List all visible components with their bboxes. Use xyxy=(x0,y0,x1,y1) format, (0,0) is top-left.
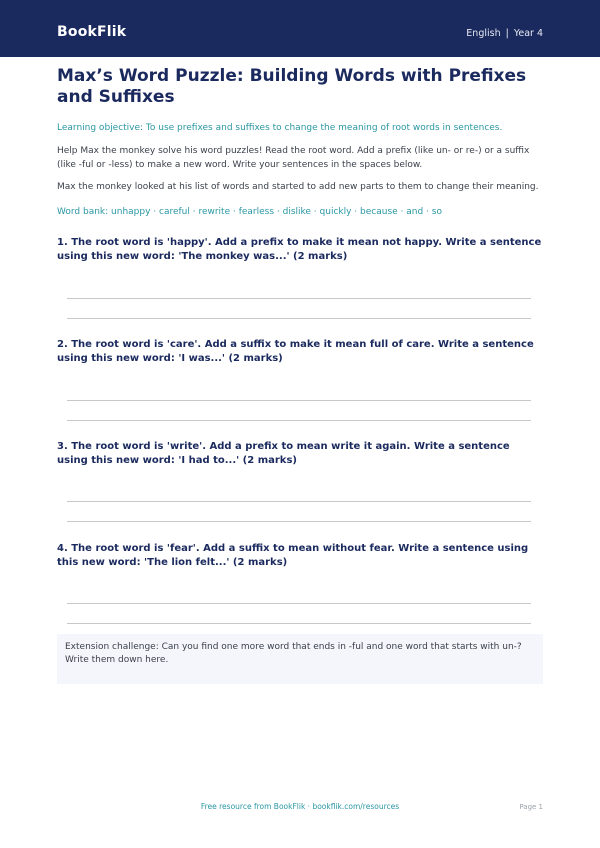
answer-line-3a[interactable] xyxy=(67,501,531,502)
extension-challenge-box xyxy=(57,634,543,684)
meta-separator: | xyxy=(505,28,509,39)
question-4: 4. The root word is 'fear'. Add a suffix to mean without fear. Write a sentence using this new word: 'The lion felt...' (2 marks) xyxy=(57,543,529,568)
instructions-text: Help Max the monkey solve his word puzzles! Read the root word. Add a prefix (like un- or re-) or a suffix (like -ful or -less) to make a new word. Write your sentences in the spaces below. xyxy=(57,146,530,170)
header-meta xyxy=(466,28,543,39)
story-text: Max the monkey looked at his list of words and started to add new parts to them to change their meaning. xyxy=(57,182,539,192)
worksheet-title: Max’s Word Puzzle: Building Words with Prefixes and Suffixes xyxy=(57,66,527,107)
answer-line-2a[interactable] xyxy=(67,400,531,401)
question-3: 3. The root word is 'write'. Add a prefix to mean write it again. Write a sentence using this new word: 'I had to...' (2 marks) xyxy=(57,441,510,466)
answer-line-3b[interactable] xyxy=(67,521,531,522)
word-bank: Word bank: unhappy · careful · rewrite · fearless · dislike · quickly · because · and · so xyxy=(57,207,442,217)
question-1: 1. The root word is 'happy'. Add a prefix to make it mean not happy. Write a sentence using this new word: 'The monkey was...' (2 marks) xyxy=(57,237,542,262)
answer-line-1a[interactable] xyxy=(67,298,531,299)
question-2: 2. The root word is 'care'. Add a suffix to make it mean full of care. Write a sentence using this new word: 'I was...' (2 marks) xyxy=(57,339,534,364)
answer-line-4b[interactable] xyxy=(67,623,531,624)
learning-objective: Learning objective: To use prefixes and suffixes to change the meaning of root words in sentences. xyxy=(57,123,503,133)
subject-label: English xyxy=(466,28,501,39)
brand-logo-text[interactable]: BookFlik xyxy=(57,24,127,40)
page-number: Page 1 xyxy=(519,803,543,811)
answer-line-2b[interactable] xyxy=(67,420,531,421)
header-bar xyxy=(0,0,600,57)
footer-credit[interactable]: Free resource from BookFlik · bookflik.com/resources xyxy=(200,802,400,811)
answer-line-1b[interactable] xyxy=(67,318,531,319)
answer-line-4a[interactable] xyxy=(67,603,531,604)
extension-challenge-text: Extension challenge: Can you find one more word that ends in -ful and one word that starts with un-? Write them down here. xyxy=(65,642,522,665)
year-label: Year 4 xyxy=(513,28,543,39)
